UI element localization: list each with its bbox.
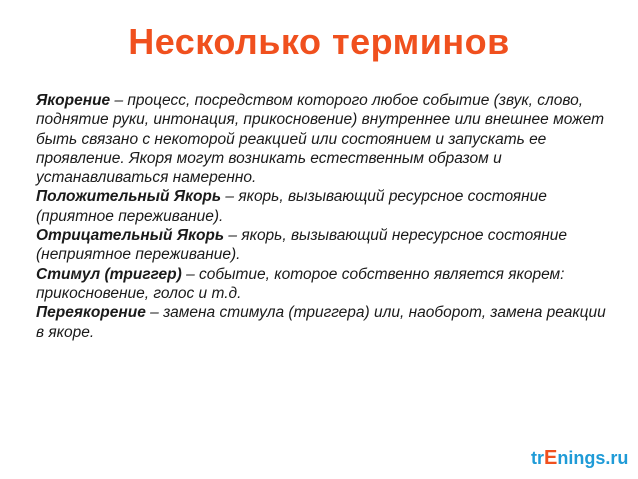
definitions-list xyxy=(36,91,616,342)
definition-term: Стимул (триггер) xyxy=(36,265,182,283)
definition-term: Якорение xyxy=(36,92,111,109)
trenings-logo xyxy=(531,447,628,469)
definition-text: – замена стимула (триггера) или, наоборот, замена реакции в якоре. xyxy=(36,304,606,341)
definition-term: Положительный Якорь xyxy=(36,188,222,206)
definition-text: – якорь, вызывающий ресурсное состояние (приятное переживание). xyxy=(36,188,547,225)
logo-text-part: nings.ru xyxy=(557,448,629,468)
definition-item xyxy=(36,265,616,304)
slide-title: Несколько терминов xyxy=(128,21,510,62)
definition-item xyxy=(36,226,616,265)
definition-text: – процесс, посредством которого любое событие (звук, слово, поднятие руки, интонация, прикосновение) внутреннее или внешнее может быть связано с некоторой реакцией или состоянием и запускать ее проявление. Якоря могут возникать естественным образом и устанавливаться намеренно. xyxy=(36,92,604,187)
definition-item xyxy=(36,91,616,187)
definition-term: Переякорение xyxy=(36,304,146,322)
logo-text-part: tr xyxy=(531,448,544,468)
definition-term: Отрицательный Якорь xyxy=(36,227,225,245)
definition-item xyxy=(36,303,616,342)
definition-item xyxy=(36,187,616,226)
definition-text: – якорь, вызывающий нересурсное состояние (неприятное переживание). xyxy=(36,227,567,264)
definition-text: – событие, которое собственно является якорем: прикосновение, голос и т.д. xyxy=(36,265,565,302)
logo-text-accent: E xyxy=(544,447,558,469)
